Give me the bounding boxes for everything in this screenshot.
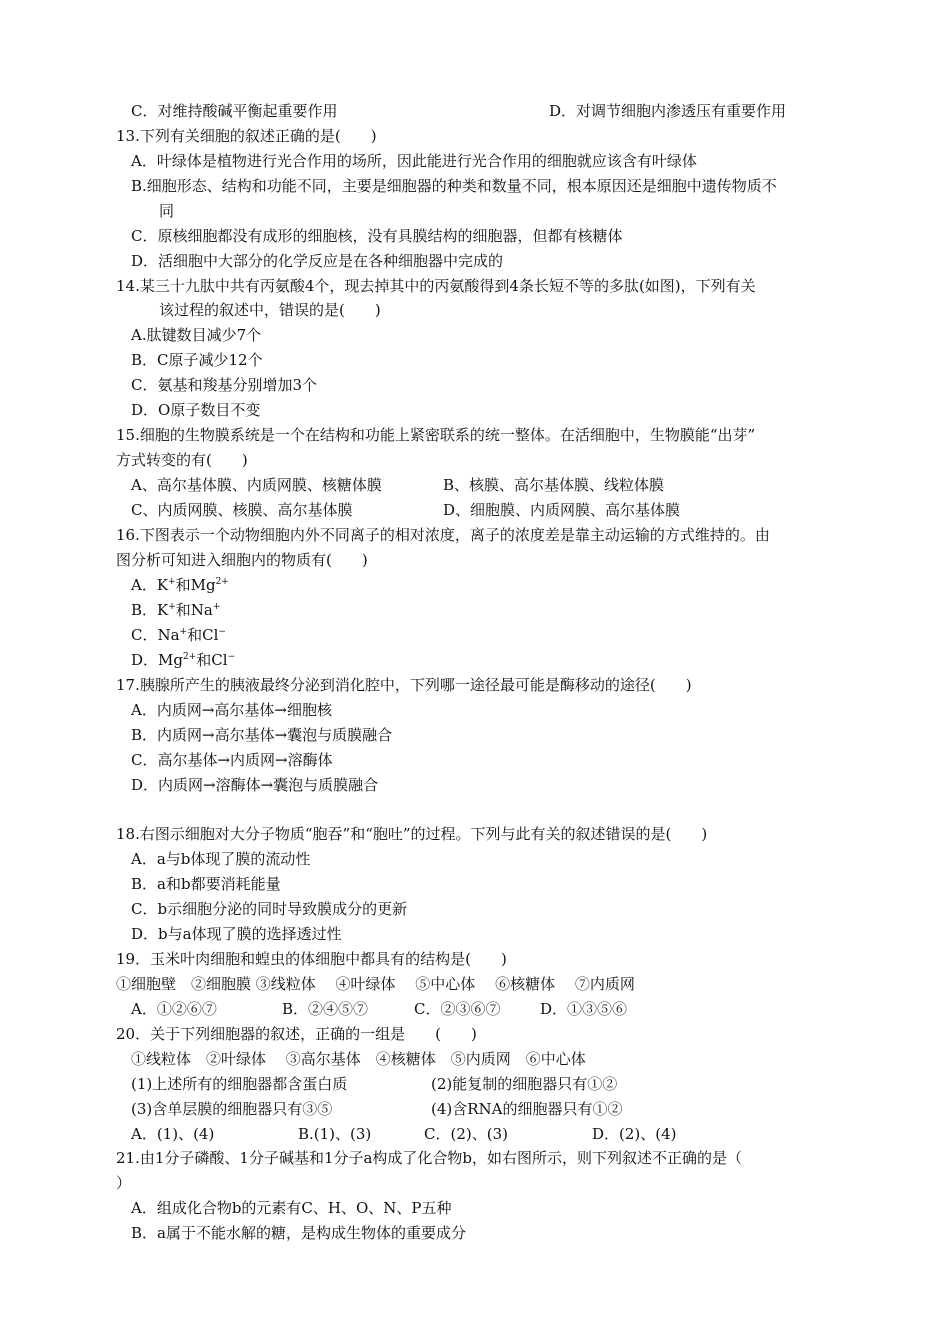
q20-statement-4: (4)含RNA的细胞器只有①② xyxy=(431,1100,623,1118)
q19-stem: 19．玉米叶肉细胞和蝗虫的体细胞中都具有的结构是( ) xyxy=(116,950,507,968)
q16-option-a-text2: 和Mg xyxy=(175,576,216,594)
q21-option-a: A．组成化合物b的元素有C、H、O、N、P五种 xyxy=(131,1199,452,1217)
q15-option-c: C、内质网膜、核膜、高尔基体膜 xyxy=(131,501,353,519)
q20-option-a: A．(1)、(4) xyxy=(131,1125,215,1143)
q18-option-d: D．b与a体现了膜的选择透过性 xyxy=(131,925,342,943)
q19-option-c: C．②③⑥⑦ xyxy=(414,1000,501,1018)
q18-option-c: C．b示细胞分泌的同时导致膜成分的更新 xyxy=(131,900,408,918)
q20-option-b: B.(1)、(3) xyxy=(298,1125,372,1143)
q20-statement-2: (2)能复制的细胞器只有①② xyxy=(431,1075,618,1093)
q13-option-a: A．叶绿体是植物进行光合作用的场所，因此能进行光合作用的细胞就应该含有叶绿体 xyxy=(131,152,697,170)
q16-option-b-charge: + xyxy=(168,602,176,612)
q12-option-d: D．对调节细胞内渗透压有重要作用 xyxy=(549,102,787,120)
q16-option-a-charge: + xyxy=(168,577,176,587)
q20-stem: 20．关于下列细胞器的叙述，正确的一组是 ( ) xyxy=(116,1025,477,1043)
q16-option-b-text: B．K xyxy=(131,601,169,619)
q19-items: ①细胞壁 ②细胞膜 ③线粒体 ④叶绿体 ⑤中心体 ⑥核糖体 ⑦内质网 xyxy=(116,975,635,993)
q16-option-d-text: D．Mg xyxy=(131,651,183,669)
q20-items: ①线粒体 ②叶绿体 ③高尔基体 ④核糖体 ⑤内质网 ⑥中心体 xyxy=(131,1050,586,1068)
q19-option-a: A．①②⑥⑦ xyxy=(131,1000,217,1018)
q13-stem: 13.下列有关细胞的叙述正确的是( ) xyxy=(116,127,377,145)
q13-option-d: D．活细胞中大部分的化学反应是在各种细胞器中完成的 xyxy=(131,252,504,270)
q16-option-a xyxy=(131,575,229,595)
q16-option-c-charge: + xyxy=(179,627,188,637)
q16-option-b-charge2: + xyxy=(212,602,221,612)
q16-option-c-charge2: − xyxy=(218,627,226,637)
q18-stem: 18.右图示细胞对大分子物质“胞吞”和“胞吐”的过程。下列与此有关的叙述错误的是( ) xyxy=(116,825,708,843)
q17-stem: 17.胰腺所产生的胰液最终分泌到消化腔中，下列哪一途径最可能是酶移动的途径( ) xyxy=(116,676,692,694)
q16-option-a-text: A．K xyxy=(131,576,169,594)
q16-option-c xyxy=(131,625,226,645)
q21-option-b: B．a属于不能水解的糖，是构成生物体的重要成分 xyxy=(131,1224,466,1242)
q14-option-b: B．C原子减少12个 xyxy=(131,351,263,369)
q16-option-d-charge: 2+ xyxy=(183,652,197,662)
q15-stem: 15.细胞的生物膜系统是一个在结构和功能上紧密联系的统一整体。在活细胞中，生物膜能“出芽” xyxy=(116,426,756,444)
q13-option-b: B.细胞形态、结构和功能不同，主要是细胞器的种类和数量不同，根本原因还是细胞中遗传物质不 xyxy=(131,177,777,195)
q20-statement-1: (1)上述所有的细胞器都含蛋白质 xyxy=(131,1075,348,1093)
q17-option-a: A．内质网→高尔基体→细胞核 xyxy=(131,701,332,719)
q15-option-b: B、核膜、高尔基体膜、线粒体膜 xyxy=(443,476,665,494)
q20-statement-3: (3)含单层膜的细胞器只有③⑤ xyxy=(131,1100,333,1118)
q18-option-a: A．a与b体现了膜的流动性 xyxy=(131,850,311,868)
q16-option-a-charge2: 2+ xyxy=(215,577,229,587)
q16-stem: 16.下图表示一个动物细胞内外不同离子的相对浓度，离子的浓度差是靠主动运输的方式维持的。由 xyxy=(116,526,770,544)
q19-option-b: B．②④⑤⑦ xyxy=(282,1000,369,1018)
q16-stem-cont: 图分析可知进入细胞内的物质有( ) xyxy=(116,551,368,569)
q21-stem: 21.由1分子磷酸、1分子碱基和1分子a构成了化合物b，如右图所示，则下列叙述不正确的是（ xyxy=(116,1149,743,1167)
q15-stem-cont: 方式转变的有( ) xyxy=(116,451,248,469)
q14-stem-cont: 该过程的叙述中，错误的是( ) xyxy=(159,301,381,319)
q15-option-a: A、高尔基体膜、内质网膜、核糖体膜 xyxy=(131,476,382,494)
q16-option-d-charge2: − xyxy=(227,652,236,662)
q14-option-a: A.肽键数目减少7个 xyxy=(131,326,262,344)
q12-option-c: C．对维持酸碱平衡起重要作用 xyxy=(131,102,338,120)
q16-option-c-text: C．Na xyxy=(131,626,180,644)
q18-option-b: B．a和b都要消耗能量 xyxy=(131,875,281,893)
q13-option-b-cont: 同 xyxy=(159,202,175,220)
q16-option-d xyxy=(131,650,235,670)
q16-option-b xyxy=(131,600,220,620)
q13-option-c: C．原核细胞都没有成形的细胞核，没有具膜结构的细胞器，但都有核糖体 xyxy=(131,227,623,245)
q17-option-d: D．内质网→溶酶体→囊泡与质膜融合 xyxy=(131,776,379,794)
q14-stem: 14.某三十九肽中共有丙氨酸4个，现去掉其中的丙氨酸得到4条长短不等的多肽(如图)，下列有关 xyxy=(116,277,756,295)
q20-option-c: C．(2)、(3) xyxy=(424,1125,508,1143)
q17-option-c: C．高尔基体→内质网→溶酶体 xyxy=(131,751,333,769)
q14-option-c: C．氨基和羧基分别增加3个 xyxy=(131,376,318,394)
q20-option-d: D．(2)、(4) xyxy=(592,1125,677,1143)
q14-option-d: D．O原子数目不变 xyxy=(131,401,261,419)
q15-option-d: D、细胞膜、内质网膜、高尔基体膜 xyxy=(443,501,681,519)
q19-option-d: D．①③⑤⑥ xyxy=(540,1000,628,1018)
q16-option-b-text2: 和Na xyxy=(175,601,213,619)
q16-option-d-text2: 和Cl xyxy=(196,651,228,669)
q17-option-b: B．内质网→高尔基体→囊泡与质膜融合 xyxy=(131,726,393,744)
q21-stem-cont: ） xyxy=(116,1174,132,1192)
q16-option-c-text2: 和Cl xyxy=(187,626,219,644)
